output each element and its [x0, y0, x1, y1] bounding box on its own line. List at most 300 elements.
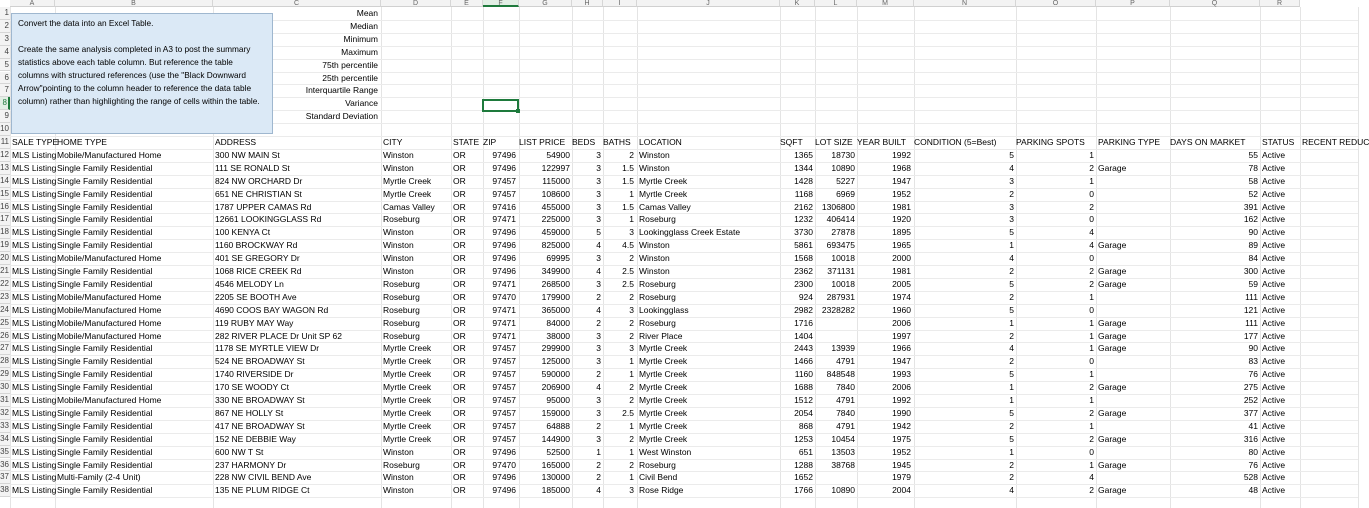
- table-cell[interactable]: OR: [453, 459, 466, 470]
- table-cell[interactable]: 1716: [794, 317, 813, 328]
- table-cell[interactable]: Myrtle Creek: [383, 343, 432, 354]
- table-cell[interactable]: 5: [1009, 149, 1014, 160]
- table-cell[interactable]: Active: [1262, 266, 1286, 276]
- table-cell[interactable]: 84000: [546, 317, 570, 328]
- table-cell[interactable]: MLS Listing: [12, 485, 57, 496]
- table-cell[interactable]: 97496: [492, 266, 516, 276]
- table-cell[interactable]: 152 NE DEBBIE Way: [215, 433, 296, 444]
- table-cell[interactable]: Myrtle Creek: [383, 382, 432, 393]
- header-location[interactable]: LOCATION: [639, 137, 682, 147]
- table-cell[interactable]: 1168: [794, 188, 813, 199]
- table-cell[interactable]: 2: [1089, 162, 1094, 173]
- table-cell[interactable]: 1: [1009, 446, 1014, 457]
- table-cell[interactable]: Myrtle Creek: [639, 382, 688, 393]
- table-cell[interactable]: Active: [1262, 330, 1286, 341]
- table-cell[interactable]: 4: [596, 485, 601, 496]
- table-cell[interactable]: 13503: [831, 446, 855, 457]
- table-cell[interactable]: 69995: [546, 253, 570, 264]
- header-recent-reduc[interactable]: RECENT REDUC: [1302, 137, 1369, 147]
- row-header-2[interactable]: 2: [0, 20, 10, 33]
- table-cell[interactable]: Single Family Residential: [57, 266, 153, 276]
- instructions-textbox[interactable]: [11, 13, 273, 134]
- table-cell[interactable]: Single Family Residential: [57, 433, 153, 444]
- table-cell[interactable]: Single Family Residential: [57, 162, 153, 173]
- table-cell[interactable]: MLS Listing: [12, 446, 57, 457]
- row-header-10[interactable]: 10: [0, 123, 10, 136]
- table-cell[interactable]: Garage: [1098, 266, 1127, 276]
- table-cell[interactable]: 119 RUBY MAY Way: [215, 317, 294, 328]
- table-cell[interactable]: Active: [1262, 382, 1286, 393]
- table-cell[interactable]: Garage: [1098, 162, 1127, 173]
- table-cell[interactable]: OR: [453, 214, 466, 225]
- table-cell[interactable]: 316: [1243, 433, 1258, 444]
- table-cell[interactable]: MLS Listing: [12, 149, 57, 160]
- table-cell[interactable]: Myrtle Creek: [639, 369, 688, 380]
- row-header-33[interactable]: 33: [0, 420, 10, 433]
- table-cell[interactable]: 1.5: [622, 201, 634, 212]
- table-cell[interactable]: 80: [1248, 446, 1258, 457]
- table-cell[interactable]: Active: [1262, 253, 1286, 264]
- row-header-37[interactable]: 37: [0, 471, 10, 484]
- table-cell[interactable]: 2: [629, 459, 634, 470]
- header-lot-size[interactable]: LOT SIZE: [815, 137, 853, 147]
- table-cell[interactable]: [1098, 188, 1168, 200]
- table-cell[interactable]: 2: [596, 459, 601, 470]
- table-cell[interactable]: 4: [1089, 472, 1094, 483]
- table-cell[interactable]: OR: [453, 407, 466, 418]
- row-header-11[interactable]: 11: [0, 136, 10, 149]
- table-cell[interactable]: Mobile/Manufactured Home: [57, 253, 162, 264]
- table-cell[interactable]: 83: [1248, 356, 1258, 367]
- table-cell[interactable]: Active: [1262, 472, 1286, 483]
- table-cell[interactable]: 1232: [794, 214, 813, 225]
- table-cell[interactable]: 1: [1089, 420, 1094, 431]
- table-cell[interactable]: 1068 RICE CREEK Rd: [215, 266, 302, 276]
- table-cell[interactable]: 97457: [492, 356, 516, 367]
- table-cell[interactable]: [1098, 252, 1168, 264]
- table-cell[interactable]: 10890: [831, 485, 855, 496]
- table-cell[interactable]: 6969: [836, 188, 855, 199]
- table-cell[interactable]: 2005: [892, 278, 911, 289]
- table-cell[interactable]: 2: [629, 382, 634, 393]
- table-cell[interactable]: 3: [1009, 201, 1014, 212]
- header-status[interactable]: STATUS: [1262, 137, 1295, 147]
- table-cell[interactable]: 1947: [892, 175, 911, 186]
- table-cell[interactable]: 2054: [794, 407, 813, 418]
- table-cell[interactable]: MLS Listing: [12, 472, 57, 483]
- table-cell[interactable]: OR: [453, 343, 466, 354]
- header-home-type[interactable]: HOME TYPE: [57, 137, 107, 147]
- table-cell[interactable]: Myrtle Creek: [383, 407, 432, 418]
- table-cell[interactable]: [815, 471, 855, 483]
- table-cell[interactable]: 268500: [541, 278, 570, 289]
- table-cell[interactable]: River Place: [639, 330, 683, 341]
- table-cell[interactable]: 1: [1089, 317, 1094, 328]
- table-cell[interactable]: 97471: [492, 304, 516, 315]
- table-cell[interactable]: Garage: [1098, 343, 1127, 354]
- table-cell[interactable]: 3: [596, 395, 601, 405]
- table-cell[interactable]: 1688: [794, 382, 813, 393]
- table-cell[interactable]: 76: [1248, 459, 1258, 470]
- header-sale-type[interactable]: SALE TYPE: [12, 137, 59, 147]
- table-cell[interactable]: Mobile/Manufactured Home: [57, 304, 162, 315]
- table-cell[interactable]: 1952: [892, 188, 911, 199]
- column-header-d[interactable]: D: [381, 0, 451, 7]
- row-header-14[interactable]: 14: [0, 175, 10, 188]
- table-cell[interactable]: 1952: [892, 446, 911, 457]
- table-cell[interactable]: 824 NW ORCHARD Dr: [215, 175, 303, 186]
- table-cell[interactable]: 2: [1009, 291, 1014, 302]
- row-header-7[interactable]: 7: [0, 84, 10, 97]
- table-cell[interactable]: 2: [629, 433, 634, 444]
- table-cell[interactable]: 282 RIVER PLACE Dr Unit SP 62: [215, 330, 342, 341]
- table-cell[interactable]: Active: [1262, 356, 1286, 367]
- table-cell[interactable]: Winston: [383, 149, 414, 160]
- table-cell[interactable]: 1344: [794, 162, 813, 173]
- row-header-21[interactable]: 21: [0, 265, 10, 278]
- table-cell[interactable]: Active: [1262, 278, 1286, 289]
- table-cell[interactable]: Garage: [1098, 317, 1127, 328]
- table-cell[interactable]: 2: [1089, 407, 1094, 418]
- table-cell[interactable]: 97496: [492, 253, 516, 264]
- table-cell[interactable]: 1: [1009, 317, 1014, 328]
- table-cell[interactable]: 2.5: [622, 266, 634, 276]
- table-cell[interactable]: OR: [453, 317, 466, 328]
- table-cell[interactable]: Myrtle Creek: [383, 175, 432, 186]
- table-cell[interactable]: 1.5: [622, 175, 634, 186]
- table-cell[interactable]: MLS Listing: [12, 291, 57, 302]
- table-cell[interactable]: 1365: [794, 149, 813, 160]
- table-cell[interactable]: 2: [1009, 266, 1014, 276]
- table-cell[interactable]: Single Family Residential: [57, 240, 153, 251]
- table-cell[interactable]: 97496: [492, 162, 516, 173]
- table-cell[interactable]: MLS Listing: [12, 304, 57, 315]
- table-cell[interactable]: 55: [1248, 149, 1258, 160]
- table-cell[interactable]: Active: [1262, 317, 1286, 328]
- table-cell[interactable]: 4: [1089, 240, 1094, 251]
- table-cell[interactable]: Winston: [639, 240, 670, 251]
- table-cell[interactable]: Myrtle Creek: [383, 188, 432, 199]
- table-cell[interactable]: Roseburg: [383, 459, 420, 470]
- row-header-18[interactable]: 18: [0, 226, 10, 239]
- table-cell[interactable]: 1981: [892, 266, 911, 276]
- table-cell[interactable]: 97457: [492, 407, 516, 418]
- table-cell[interactable]: 1160 BROCKWAY Rd: [215, 240, 298, 251]
- table-cell[interactable]: Winston: [383, 266, 414, 276]
- table-cell[interactable]: [1098, 355, 1168, 367]
- table-cell[interactable]: Camas Valley: [639, 201, 691, 212]
- table-cell[interactable]: 225000: [541, 214, 570, 225]
- header-city[interactable]: CITY: [383, 137, 403, 147]
- table-cell[interactable]: 1568: [794, 253, 813, 264]
- table-cell[interactable]: [1098, 420, 1168, 432]
- table-cell[interactable]: 1288: [794, 459, 813, 470]
- table-cell[interactable]: 3: [596, 188, 601, 199]
- table-cell[interactable]: 4: [1089, 227, 1094, 238]
- table-cell[interactable]: Winston: [639, 266, 670, 276]
- table-cell[interactable]: Single Family Residential: [57, 459, 153, 470]
- table-cell[interactable]: OR: [453, 162, 466, 173]
- table-cell[interactable]: 825000: [541, 240, 570, 251]
- row-header-16[interactable]: 16: [0, 201, 10, 214]
- header-parking-type[interactable]: PARKING TYPE: [1098, 137, 1161, 147]
- table-cell[interactable]: 3: [596, 343, 601, 354]
- table-cell[interactable]: [1098, 291, 1168, 303]
- table-cell[interactable]: 924: [798, 291, 813, 302]
- table-cell[interactable]: 170 SE WOODY Ct: [215, 382, 290, 393]
- table-cell[interactable]: [1098, 213, 1168, 225]
- table-cell[interactable]: Roseburg: [383, 214, 420, 225]
- table-cell[interactable]: 97457: [492, 382, 516, 393]
- table-cell[interactable]: OR: [453, 175, 466, 186]
- table-cell[interactable]: 2443: [794, 343, 813, 354]
- table-cell[interactable]: 125000: [541, 356, 570, 367]
- table-cell[interactable]: 2: [629, 149, 634, 160]
- table-cell[interactable]: 2: [1009, 420, 1014, 431]
- table-cell[interactable]: 455000: [541, 201, 570, 212]
- row-header-5[interactable]: 5: [0, 59, 10, 72]
- table-cell[interactable]: Active: [1262, 291, 1286, 302]
- table-cell[interactable]: 300: [1243, 266, 1258, 276]
- table-cell[interactable]: 2205 SE BOOTH Ave: [215, 291, 297, 302]
- table-cell[interactable]: 59: [1248, 278, 1258, 289]
- table-cell[interactable]: 3: [1009, 214, 1014, 225]
- table-cell[interactable]: 2: [596, 420, 601, 431]
- table-cell[interactable]: Single Family Residential: [57, 201, 153, 212]
- table-cell[interactable]: 3: [596, 175, 601, 186]
- table-cell[interactable]: 1: [629, 214, 634, 225]
- table-cell[interactable]: Winston: [383, 227, 414, 238]
- table-cell[interactable]: Active: [1262, 304, 1286, 315]
- table-cell[interactable]: 1466: [794, 356, 813, 367]
- table-cell[interactable]: 228 NW CIVIL BEND Ave: [215, 472, 312, 483]
- table-cell[interactable]: Single Family Residential: [57, 188, 153, 199]
- table-cell[interactable]: OR: [453, 356, 466, 367]
- table-cell[interactable]: 76: [1248, 369, 1258, 380]
- column-header-c[interactable]: C: [213, 0, 381, 7]
- column-header-a[interactable]: A: [10, 0, 55, 7]
- table-cell[interactable]: MLS Listing: [12, 330, 57, 341]
- header-baths[interactable]: BATHS: [603, 137, 631, 147]
- table-cell[interactable]: 252: [1243, 395, 1258, 405]
- table-cell[interactable]: 1: [1089, 291, 1094, 302]
- table-cell[interactable]: 97471: [492, 214, 516, 225]
- table-cell[interactable]: Active: [1262, 214, 1286, 225]
- table-cell[interactable]: 4: [1009, 162, 1014, 173]
- table-cell[interactable]: 78: [1248, 162, 1258, 173]
- table-cell[interactable]: Roseburg: [383, 304, 420, 315]
- row-header-12[interactable]: 12: [0, 149, 10, 162]
- table-cell[interactable]: 4546 MELODY Ln: [215, 278, 284, 289]
- table-cell[interactable]: Myrtle Creek: [383, 420, 432, 431]
- table-cell[interactable]: 135 NE PLUM RIDGE Ct: [215, 485, 310, 496]
- table-cell[interactable]: MLS Listing: [12, 253, 57, 264]
- table-cell[interactable]: 848548: [826, 369, 855, 380]
- table-cell[interactable]: 2: [1089, 485, 1094, 496]
- table-cell[interactable]: [1098, 226, 1168, 238]
- table-cell[interactable]: Winston: [383, 240, 414, 251]
- table-cell[interactable]: 97457: [492, 175, 516, 186]
- table-cell[interactable]: 177: [1243, 330, 1258, 341]
- table-cell[interactable]: Active: [1262, 420, 1286, 431]
- column-header-k[interactable]: K: [780, 0, 815, 7]
- table-cell[interactable]: 590000: [541, 369, 570, 380]
- table-cell[interactable]: 0: [1089, 356, 1094, 367]
- table-cell[interactable]: Mobile/Manufactured Home: [57, 395, 162, 405]
- row-header-17[interactable]: 17: [0, 213, 10, 226]
- table-cell[interactable]: 5: [1009, 369, 1014, 380]
- table-cell[interactable]: 3: [596, 407, 601, 418]
- row-header-4[interactable]: 4: [0, 46, 10, 59]
- table-cell[interactable]: 97496: [492, 446, 516, 457]
- column-header-h[interactable]: H: [572, 0, 603, 7]
- table-cell[interactable]: 2: [596, 472, 601, 483]
- table-cell[interactable]: 867 NE HOLLY St: [215, 407, 284, 418]
- row-header-22[interactable]: 22: [0, 278, 10, 291]
- table-cell[interactable]: 528: [1243, 472, 1258, 483]
- row-header-20[interactable]: 20: [0, 252, 10, 265]
- table-cell[interactable]: Active: [1262, 343, 1286, 354]
- row-header-13[interactable]: 13: [0, 162, 10, 175]
- table-cell[interactable]: 3: [596, 278, 601, 289]
- table-cell[interactable]: Active: [1262, 407, 1286, 418]
- row-header-23[interactable]: 23: [0, 291, 10, 304]
- table-cell[interactable]: 2162: [794, 201, 813, 212]
- table-cell[interactable]: 1979: [892, 472, 911, 483]
- table-cell[interactable]: MLS Listing: [12, 188, 57, 199]
- table-cell[interactable]: 4: [1009, 343, 1014, 354]
- table-cell[interactable]: 97457: [492, 343, 516, 354]
- table-cell[interactable]: Winston: [383, 485, 414, 496]
- table-cell[interactable]: 122997: [541, 162, 570, 173]
- table-cell[interactable]: 97457: [492, 369, 516, 380]
- table-cell[interactable]: 406414: [826, 214, 855, 225]
- table-cell[interactable]: Winston: [383, 253, 414, 264]
- table-cell[interactable]: 90: [1248, 343, 1258, 354]
- table-cell[interactable]: Garage: [1098, 459, 1127, 470]
- table-cell[interactable]: 4791: [836, 356, 855, 367]
- table-cell[interactable]: 1404: [794, 330, 813, 341]
- table-cell[interactable]: 115000: [542, 175, 570, 186]
- column-header-n[interactable]: N: [914, 0, 1016, 7]
- table-cell[interactable]: Active: [1262, 446, 1286, 457]
- table-cell[interactable]: 3: [596, 253, 601, 264]
- row-header-28[interactable]: 28: [0, 355, 10, 368]
- table-cell[interactable]: 4: [596, 382, 601, 393]
- table-cell[interactable]: 300 NW MAIN St: [215, 149, 280, 160]
- table-cell[interactable]: 2: [1009, 472, 1014, 483]
- table-cell[interactable]: 7840: [836, 407, 855, 418]
- table-cell[interactable]: 48: [1248, 485, 1258, 496]
- table-cell[interactable]: 10018: [831, 278, 855, 289]
- table-cell[interactable]: Myrtle Creek: [639, 395, 688, 405]
- table-cell[interactable]: Myrtle Creek: [383, 356, 432, 367]
- table-cell[interactable]: 3: [629, 485, 634, 496]
- table-cell[interactable]: 2.5: [622, 407, 634, 418]
- table-cell[interactable]: Active: [1262, 149, 1286, 160]
- table-cell[interactable]: 3: [596, 330, 601, 341]
- table-cell[interactable]: 38000: [546, 330, 570, 341]
- table-cell[interactable]: [1098, 446, 1168, 458]
- row-header-32[interactable]: 32: [0, 407, 10, 420]
- table-cell[interactable]: MLS Listing: [12, 407, 57, 418]
- header-address[interactable]: ADDRESS: [215, 137, 257, 147]
- table-cell[interactable]: 2006: [892, 382, 911, 393]
- table-cell[interactable]: 41: [1248, 420, 1258, 431]
- table-cell[interactable]: 27878: [831, 227, 855, 238]
- table-cell[interactable]: 5227: [836, 175, 855, 186]
- table-cell[interactable]: OR: [453, 472, 466, 483]
- table-cell[interactable]: MLS Listing: [12, 162, 57, 173]
- table-cell[interactable]: 2: [1089, 433, 1094, 444]
- table-cell[interactable]: Roseburg: [639, 317, 676, 328]
- table-cell[interactable]: 1.5: [622, 162, 634, 173]
- table-cell[interactable]: Myrtle Creek: [639, 420, 688, 431]
- table-cell[interactable]: 179900: [541, 291, 570, 302]
- table-cell[interactable]: Myrtle Creek: [639, 343, 688, 354]
- header-year-built[interactable]: YEAR BUILT: [857, 137, 906, 147]
- table-cell[interactable]: 0: [1089, 214, 1094, 225]
- table-cell[interactable]: OR: [453, 420, 466, 431]
- table-cell[interactable]: 3: [596, 214, 601, 225]
- table-cell[interactable]: 1428: [794, 175, 813, 186]
- table-cell[interactable]: Garage: [1098, 278, 1127, 289]
- table-cell[interactable]: 0: [1089, 253, 1094, 264]
- table-cell[interactable]: Winston: [639, 149, 670, 160]
- table-cell[interactable]: Rose Ridge: [639, 485, 684, 496]
- table-cell[interactable]: 2: [1009, 330, 1014, 341]
- table-cell[interactable]: 2.5: [622, 278, 634, 289]
- table-cell[interactable]: MLS Listing: [12, 382, 57, 393]
- table-cell[interactable]: 275: [1243, 382, 1258, 393]
- table-cell[interactable]: 13939: [831, 343, 855, 354]
- table-cell[interactable]: MLS Listing: [12, 433, 57, 444]
- row-header-30[interactable]: 30: [0, 381, 10, 394]
- table-cell[interactable]: 5: [1009, 278, 1014, 289]
- table-cell[interactable]: MLS Listing: [12, 343, 57, 354]
- table-cell[interactable]: OR: [453, 330, 466, 341]
- table-cell[interactable]: 2: [629, 253, 634, 264]
- table-cell[interactable]: 3: [596, 356, 601, 367]
- column-header-p[interactable]: P: [1096, 0, 1170, 7]
- table-cell[interactable]: 1: [629, 446, 634, 457]
- table-cell[interactable]: [815, 317, 855, 329]
- table-cell[interactable]: 97471: [492, 278, 516, 289]
- table-cell[interactable]: Single Family Residential: [57, 175, 153, 186]
- header-beds[interactable]: BEDS: [572, 137, 596, 147]
- table-cell[interactable]: 4791: [836, 420, 855, 431]
- row-header-29[interactable]: 29: [0, 368, 10, 381]
- table-cell[interactable]: Garage: [1098, 407, 1127, 418]
- table-cell[interactable]: 1: [1089, 395, 1094, 405]
- table-cell[interactable]: 1: [1089, 149, 1094, 160]
- table-cell[interactable]: Single Family Residential: [57, 420, 153, 431]
- table-cell[interactable]: 1975: [892, 433, 911, 444]
- table-cell[interactable]: [1098, 149, 1168, 161]
- table-cell[interactable]: 100 KENYA Ct: [215, 227, 271, 238]
- column-header-b[interactable]: B: [55, 0, 213, 7]
- table-cell[interactable]: 2: [629, 395, 634, 405]
- table-cell[interactable]: MLS Listing: [12, 201, 57, 212]
- table-cell[interactable]: 3: [629, 304, 634, 315]
- table-cell[interactable]: 2: [1089, 201, 1094, 212]
- table-cell[interactable]: 299900: [541, 343, 570, 354]
- table-cell[interactable]: 2000: [892, 253, 911, 264]
- table-cell[interactable]: 2300: [794, 278, 813, 289]
- table-cell[interactable]: 3: [596, 162, 601, 173]
- table-cell[interactable]: Single Family Residential: [57, 369, 153, 380]
- table-cell[interactable]: 10890: [831, 162, 855, 173]
